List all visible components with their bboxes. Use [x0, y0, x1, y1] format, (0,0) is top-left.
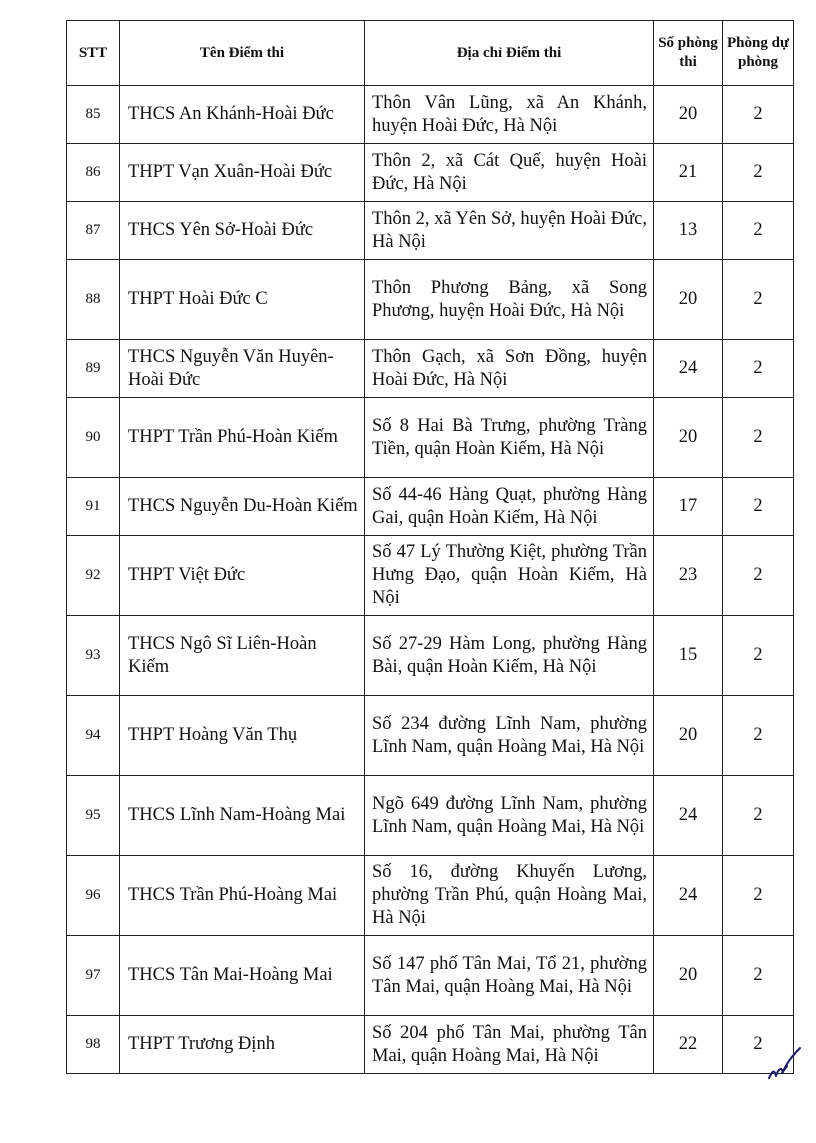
row-site-address: Số 234 đường Lĩnh Nam, phường Lĩnh Nam, quận Hoàng Mai, Hà Nội	[365, 696, 654, 776]
row-reserve-rooms: 2	[723, 936, 794, 1016]
row-reserve-rooms: 2	[723, 536, 794, 616]
row-site-name: THCS Trần Phú-Hoàng Mai	[120, 856, 365, 936]
row-site-address: Ngõ 649 đường Lĩnh Nam, phường Lĩnh Nam, quận Hoàng Mai, Hà Nội	[365, 776, 654, 856]
row-room-count: 24	[654, 856, 723, 936]
row-room-count: 21	[654, 144, 723, 202]
row-reserve-rooms: 2	[723, 260, 794, 340]
row-site-name: THCS An Khánh-Hoài Đức	[120, 86, 365, 144]
row-room-count: 24	[654, 776, 723, 856]
signature-mark-icon	[766, 1046, 802, 1082]
table-row	[67, 696, 794, 776]
row-site-address: Số 16, đường Khuyến Lương, phường Trần Phú, quận Hoàng Mai, Hà Nội	[365, 856, 654, 936]
header-room-count: Số phòng thi	[654, 21, 723, 86]
row-site-name: THPT Việt Đức	[120, 536, 365, 616]
row-reserve-rooms: 2	[723, 86, 794, 144]
row-reserve-rooms: 2	[723, 696, 794, 776]
row-stt: 98	[67, 1016, 120, 1074]
row-reserve-rooms: 2	[723, 856, 794, 936]
row-reserve-rooms: 2	[723, 616, 794, 696]
row-site-address: Số 47 Lý Thường Kiệt, phường Trần Hưng Đạo, quận Hoàn Kiếm, Hà Nội	[365, 536, 654, 616]
row-site-name: THCS Yên Sở-Hoài Đức	[120, 202, 365, 260]
row-stt: 90	[67, 398, 120, 478]
row-stt: 93	[67, 616, 120, 696]
row-stt: 94	[67, 696, 120, 776]
row-room-count: 20	[654, 696, 723, 776]
row-room-count: 24	[654, 340, 723, 398]
table-row	[67, 936, 794, 1016]
table-row	[67, 86, 794, 144]
header-reserve-rooms: Phòng dự phòng	[723, 21, 794, 86]
table-row	[67, 340, 794, 398]
row-site-name: THPT Trần Phú-Hoàn Kiếm	[120, 398, 365, 478]
table-row	[67, 144, 794, 202]
row-room-count: 20	[654, 936, 723, 1016]
table-row	[67, 616, 794, 696]
row-stt: 95	[67, 776, 120, 856]
row-reserve-rooms: 2	[723, 1016, 794, 1074]
row-stt: 85	[67, 86, 120, 144]
row-reserve-rooms: 2	[723, 202, 794, 260]
row-reserve-rooms: 2	[723, 340, 794, 398]
row-site-address: Số 8 Hai Bà Trưng, phường Tràng Tiền, quận Hoàn Kiếm, Hà Nội	[365, 398, 654, 478]
row-room-count: 22	[654, 1016, 723, 1074]
row-room-count: 15	[654, 616, 723, 696]
row-room-count: 23	[654, 536, 723, 616]
row-stt: 96	[67, 856, 120, 936]
row-site-name: THCS Ngô Sĩ Liên-Hoàn Kiếm	[120, 616, 365, 696]
row-site-name: THCS Tân Mai-Hoàng Mai	[120, 936, 365, 1016]
row-site-address: Số 204 phố Tân Mai, phường Tân Mai, quận Hoàng Mai, Hà Nội	[365, 1016, 654, 1074]
row-site-address: Số 44-46 Hàng Quạt, phường Hàng Gai, quận Hoàn Kiếm, Hà Nội	[365, 478, 654, 536]
row-site-address: Thôn Vân Lũng, xã An Khánh, huyện Hoài Đức, Hà Nội	[365, 86, 654, 144]
table-row	[67, 536, 794, 616]
row-room-count: 20	[654, 398, 723, 478]
row-reserve-rooms: 2	[723, 776, 794, 856]
row-stt: 97	[67, 936, 120, 1016]
table-row	[67, 856, 794, 936]
header-site-address: Địa chỉ Điểm thi	[365, 21, 654, 86]
table-row	[67, 398, 794, 478]
row-room-count: 13	[654, 202, 723, 260]
row-room-count: 20	[654, 260, 723, 340]
table-body	[67, 86, 794, 1074]
table-row	[67, 202, 794, 260]
row-site-address: Thôn Phương Bảng, xã Song Phương, huyện Hoài Đức, Hà Nội	[365, 260, 654, 340]
row-room-count: 17	[654, 478, 723, 536]
row-stt: 87	[67, 202, 120, 260]
row-reserve-rooms: 2	[723, 398, 794, 478]
row-site-address: Thôn 2, xã Cát Quế, huyện Hoài Đức, Hà Nội	[365, 144, 654, 202]
exam-site-table	[66, 20, 794, 1074]
row-reserve-rooms: 2	[723, 478, 794, 536]
row-site-address: Thôn 2, xã Yên Sở, huyện Hoài Đức, Hà Nội	[365, 202, 654, 260]
row-site-name: THPT Hoàng Văn Thụ	[120, 696, 365, 776]
header-stt: STT	[67, 21, 120, 86]
row-stt: 86	[67, 144, 120, 202]
header-site-name: Tên Điểm thi	[120, 21, 365, 86]
row-room-count: 20	[654, 86, 723, 144]
row-site-name: THPT Hoài Đức C	[120, 260, 365, 340]
row-site-name: THCS Lĩnh Nam-Hoàng Mai	[120, 776, 365, 856]
row-reserve-rooms: 2	[723, 144, 794, 202]
row-site-address: Số 27-29 Hàm Long, phường Hàng Bài, quận Hoàn Kiếm, Hà Nội	[365, 616, 654, 696]
row-site-name: THCS Nguyễn Văn Huyên-Hoài Đức	[120, 340, 365, 398]
row-site-name: THCS Nguyễn Du-Hoàn Kiếm	[120, 478, 365, 536]
row-stt: 89	[67, 340, 120, 398]
row-site-name: THPT Vạn Xuân-Hoài Đức	[120, 144, 365, 202]
document-page	[66, 20, 789, 1074]
table-header-row	[67, 21, 794, 86]
table-row	[67, 776, 794, 856]
row-site-address: Số 147 phố Tân Mai, Tổ 21, phường Tân Mai, quận Hoàng Mai, Hà Nội	[365, 936, 654, 1016]
row-stt: 88	[67, 260, 120, 340]
table-row	[67, 260, 794, 340]
table-row	[67, 478, 794, 536]
table-row	[67, 1016, 794, 1074]
row-site-name: THPT Trương Định	[120, 1016, 365, 1074]
row-stt: 91	[67, 478, 120, 536]
row-site-address: Thôn Gạch, xã Sơn Đồng, huyện Hoài Đức, Hà Nội	[365, 340, 654, 398]
row-stt: 92	[67, 536, 120, 616]
